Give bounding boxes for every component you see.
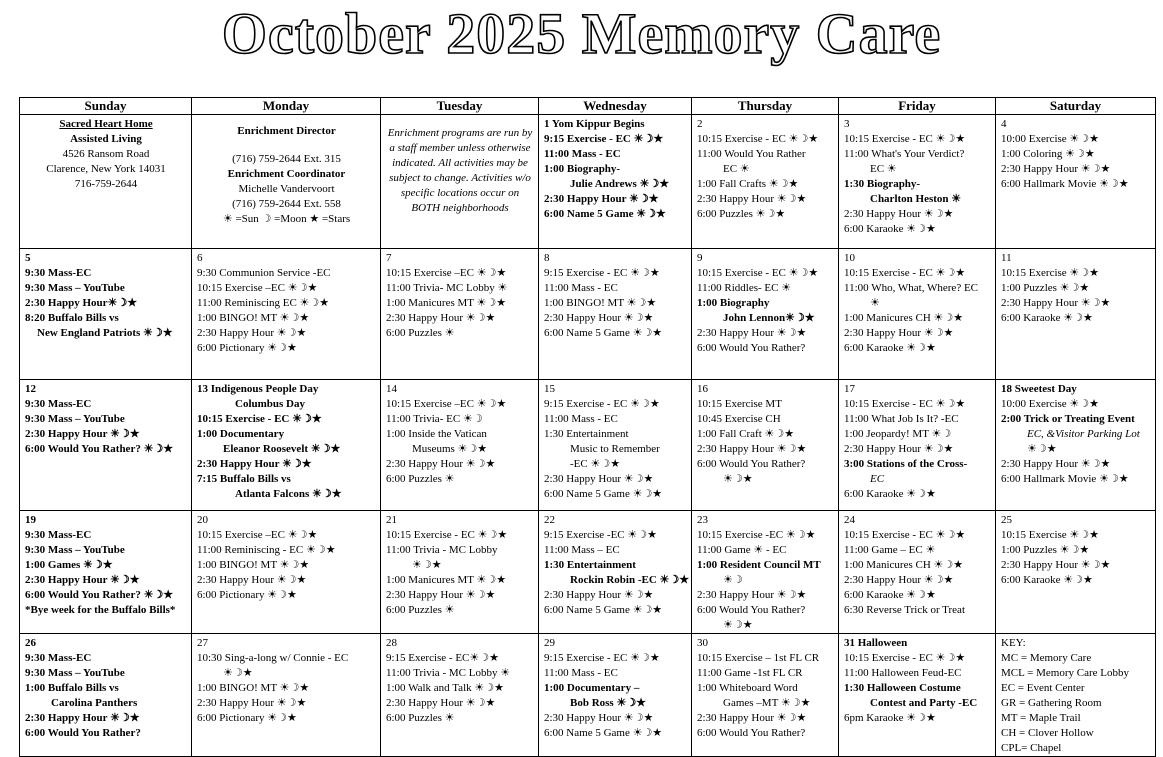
- activity: 2:30 Happy Hour ☀☽★: [844, 327, 954, 339]
- activity: 2:30 Happy Hour ☀☽★: [197, 574, 307, 586]
- activity: 9:30 Mass – YouTube: [25, 667, 125, 679]
- activity: 6:00 Karaoke ☀☽★: [844, 488, 936, 500]
- activity: 1:00 Documentary –: [544, 682, 640, 694]
- activity: EC: [870, 473, 885, 485]
- activity: 9:30 Mass – YouTube: [25, 544, 125, 556]
- activity: 9:30 Mass-EC: [25, 652, 92, 664]
- day-number: 22: [544, 514, 555, 526]
- key-entry: MT = Maple Trail: [1001, 712, 1081, 724]
- day-cell-27: [192, 634, 381, 757]
- day-number: 14: [386, 383, 397, 395]
- activity: 9:30 Mass-EC: [25, 267, 92, 279]
- activity: ☀: [870, 297, 880, 309]
- day-number: 12: [25, 383, 36, 395]
- activity: 9:15 Exercise - EC ☀☽★: [544, 267, 660, 279]
- day-number: 11: [1001, 252, 1012, 264]
- activity: 2:30 Happy Hour ☀☽★: [544, 193, 659, 205]
- activity: 2:30 Happy Hour ☀☽★: [844, 443, 954, 455]
- activity: 10:15 Exercise - EC ☀☽★: [697, 267, 819, 279]
- activity: 11:00 What Job Is It? -EC: [844, 413, 959, 425]
- activity: 10:15 Exercise - EC ☀☽★: [697, 133, 819, 145]
- key-entry: GR = Gathering Room: [1001, 697, 1102, 709]
- activity: 11:00 What's Your Verdict?: [844, 148, 965, 160]
- activity: Atlanta Falcons ☀☽★: [235, 488, 342, 500]
- home-phone: 716-759-2644: [74, 178, 138, 190]
- activity: 2:30 Happy Hour ☀☽★: [1001, 163, 1111, 175]
- weekday-thursday: Thursday: [692, 98, 839, 115]
- activity: 11:00 Mass - EC: [544, 282, 618, 294]
- activity: 10:15 Exercise - EC ☀☽★: [844, 529, 966, 541]
- activity: Music to Remember: [570, 443, 660, 455]
- activity: 1:30 Halloween Costume: [844, 682, 961, 694]
- activity: Museums ☀☽★: [412, 443, 488, 455]
- activity: 1:00 Games ☀☽★: [25, 559, 113, 571]
- day-number: 28: [386, 637, 397, 649]
- activity: John Lennon☀☽★: [723, 312, 815, 324]
- activity: 11:00 Trivia - MC Lobby ☀: [386, 667, 511, 679]
- week-row: [20, 380, 1156, 511]
- activity: 6:00 Puzzles ☀☽★: [697, 208, 786, 220]
- activity: Bob Ross ☀☽★: [570, 697, 647, 709]
- weekday-saturday: Saturday: [996, 98, 1156, 115]
- location-key-cell: [996, 634, 1156, 757]
- activity: 1:00 BINGO! MT ☀☽★: [197, 312, 310, 324]
- activity: 6:00 Name 5 Game ☀☽★: [544, 604, 663, 616]
- activity: 1:00 Inside the Vatican: [386, 428, 487, 440]
- day-cell-10: [839, 249, 996, 380]
- activity: 1:00 Manicures CH ☀☽★: [844, 559, 964, 571]
- day-number: 13 Indigenous People Day: [197, 383, 319, 395]
- activity: -EC ☀☽★: [570, 458, 621, 470]
- day-number: 9: [697, 252, 703, 264]
- director-phone: (716) 759-2644 Ext. 315: [232, 153, 341, 165]
- key-entry: CH = Clover Hollow: [1001, 727, 1094, 739]
- activity: 2:30 Happy Hour☀☽★: [25, 297, 138, 309]
- activity: ☀☽★: [412, 559, 442, 571]
- activity: 2:30 Happy Hour ☀☽★: [386, 312, 496, 324]
- activity: 2:30 Happy Hour ☀☽★: [844, 208, 954, 220]
- activity: 6:00 Pictionary ☀☽★: [197, 342, 297, 354]
- activity: Contest and Party -EC: [870, 697, 978, 709]
- day-cell-13: [192, 380, 381, 511]
- day-cell-25: [996, 511, 1156, 634]
- day-cell-28: [381, 634, 539, 757]
- week-row: [20, 249, 1156, 380]
- activity: 6:00 Would You Rather?: [697, 342, 806, 354]
- activity: 9:15 Exercise - EC☀☽★: [386, 652, 499, 664]
- activity: 1:00 Fall Craft ☀☽★: [697, 428, 795, 440]
- key-entry: MCL = Memory Care Lobby: [1001, 667, 1129, 679]
- activity: EC ☀: [723, 163, 750, 175]
- activity: 6:00 Name 5 Game ☀☽★: [544, 208, 666, 220]
- day-number: 18 Sweetest Day: [1001, 383, 1077, 395]
- activity: 6:00 Hallmark Movie ☀☽★: [1001, 473, 1129, 485]
- coordinator-title: Enrichment Coordinator: [227, 168, 346, 180]
- activity: 11:00 Game ☀ - EC: [697, 544, 787, 556]
- day-number: 8: [544, 252, 550, 264]
- activity: 1:00 Jeopardy! MT ☀☽: [844, 428, 952, 440]
- activity: 9:30 Mass – YouTube: [25, 413, 125, 425]
- activity: 6:00 Puzzles ☀: [386, 327, 455, 339]
- activity: 6:00 Would You Rather? ☀☽★: [25, 589, 174, 601]
- activity: 1:00 Walk and Talk ☀☽★: [386, 682, 504, 694]
- key-entry: EC = Event Center: [1001, 682, 1085, 694]
- activity: 6:00 Name 5 Game ☀☽★: [544, 488, 663, 500]
- activity: 1:30 Entertainment: [544, 428, 629, 440]
- day-cell-21: [381, 511, 539, 634]
- activity: Julie Andrews ☀☽★: [570, 178, 670, 190]
- day-cell-9: [692, 249, 839, 380]
- activity: 1:00 BINGO! MT ☀☽★: [544, 297, 657, 309]
- activity: New England Patriots ☀☽★: [37, 327, 173, 339]
- activity: 6:00 Would You Rather?: [697, 727, 806, 739]
- coordinator-phone: (716) 759-2644 Ext. 558: [232, 198, 341, 210]
- day-cell-22: [539, 511, 692, 634]
- activity: 1:00 Manicures MT ☀☽★: [386, 574, 507, 586]
- day-cell-6: [192, 249, 381, 380]
- home-type: Assisted Living: [70, 133, 142, 145]
- day-cell-3: [839, 115, 996, 249]
- activity: 11:00 Mass - EC: [544, 667, 618, 679]
- activity: 2:30 Happy Hour ☀☽★: [1001, 559, 1111, 571]
- activity: 1:00 Buffalo Bills vs: [25, 682, 119, 694]
- key-entry: CPL= Chapel: [1001, 742, 1062, 754]
- week-row: [20, 511, 1156, 634]
- activity: 11:00 Who, What, Where? EC: [844, 282, 979, 294]
- coordinator-name: Michelle Vandervoort: [238, 183, 335, 195]
- day-number: 23: [697, 514, 708, 526]
- day-cell-14: [381, 380, 539, 511]
- activity: *Bye week for the Buffalo Bills*: [25, 604, 176, 616]
- activity: 2:30 Happy Hour ☀☽★: [697, 712, 807, 724]
- activity: 1:00 Puzzles ☀☽★: [1001, 544, 1090, 556]
- activity: 10:15 Exercise -EC ☀☽★: [697, 529, 816, 541]
- activity: 10:30 Sing-a-long w/ Connie - EC: [197, 652, 349, 664]
- activity: 2:30 Happy Hour ☀☽★: [697, 327, 807, 339]
- activity: 11:00 Reminiscing EC ☀☽★: [197, 297, 330, 309]
- activity: 11:00 Riddles- EC ☀: [697, 282, 792, 294]
- day-cell-1: [539, 115, 692, 249]
- activity: 1:00 Whiteboard Word: [697, 682, 798, 694]
- activity: Games –MT ☀☽★: [723, 697, 811, 709]
- day-number: 4: [1001, 118, 1007, 130]
- activity: 9:30 Mass – YouTube: [25, 282, 125, 294]
- activity: 2:30 Happy Hour ☀☽★: [386, 589, 496, 601]
- day-number: 2: [697, 118, 703, 130]
- activity: 2:30 Happy Hour ☀☽★: [25, 574, 140, 586]
- staff-info-cell: [192, 115, 381, 249]
- activity: 8:20 Buffalo Bills vs: [25, 312, 119, 324]
- activity: 6:00 Karaoke ☀☽★: [844, 589, 936, 601]
- weekday-friday: Friday: [839, 98, 996, 115]
- activity: ☀☽: [723, 574, 743, 586]
- activity: 10:00 Exercise ☀☽★: [1001, 133, 1100, 145]
- activity: 1:00 Coloring ☀☽★: [1001, 148, 1095, 160]
- day-cell-11: [996, 249, 1156, 380]
- key-entry: MC = Memory Care: [1001, 652, 1092, 664]
- activity: 2:30 Happy Hour ☀☽★: [1001, 458, 1111, 470]
- activity: ☀☽★: [1027, 443, 1057, 455]
- activity: Rockin Robin -EC ☀☽★: [570, 574, 690, 586]
- home-address-line1: 4526 Ransom Road: [62, 148, 150, 160]
- activity: 6:00 Karaoke ☀☽★: [844, 342, 936, 354]
- activities-note: Enrichment programs are run by a staff member unless otherwise indicated. All activities may be subject to change. Activities w/o specific locations occur on BOTH neighborhoods: [387, 127, 533, 214]
- day-number: 16: [697, 383, 708, 395]
- activity: ☀☽★: [223, 667, 253, 679]
- weekday-monday: Monday: [192, 98, 381, 115]
- day-cell-7: [381, 249, 539, 380]
- activity: ☀☽★: [723, 619, 753, 631]
- activity: 9:15 Exercise -EC ☀☽★: [544, 529, 657, 541]
- week-row: [20, 634, 1156, 757]
- activity: 1:00 Documentary: [197, 428, 285, 440]
- home-address-line2: Clarence, New York 14031: [46, 163, 166, 175]
- day-number: 3: [844, 118, 850, 130]
- activity: 10:15 Exercise - EC ☀☽★: [844, 133, 966, 145]
- day-number: 15: [544, 383, 555, 395]
- day-cell-26: [20, 634, 192, 757]
- activity: 2:30 Happy Hour ☀☽★: [197, 458, 312, 470]
- calendar-title: October 2025 Memory Care: [221, 1, 942, 66]
- day-number: 29: [544, 637, 555, 649]
- day-cell-30: [692, 634, 839, 757]
- activity: 10:00 Exercise ☀☽★: [1001, 398, 1100, 410]
- activity: 9:15 Exercise - EC ☀☽★: [544, 652, 660, 664]
- activity: 1:00 Manicures MT ☀☽★: [386, 297, 507, 309]
- activity: 2:00 Trick or Treating Event: [1001, 413, 1135, 425]
- activity: 2:30 Happy Hour ☀☽★: [697, 443, 807, 455]
- activity: 9:30 Communion Service -EC: [197, 267, 331, 279]
- activity: 11:00 Trivia- EC ☀☽: [386, 413, 483, 425]
- day-cell-24: [839, 511, 996, 634]
- day-cell-2: [692, 115, 839, 249]
- day-number: 24: [844, 514, 855, 526]
- day-number: 6: [197, 252, 203, 264]
- activity: 10:15 Exercise –EC ☀☽★: [386, 267, 507, 279]
- day-number: 26: [25, 637, 36, 649]
- activity: EC ☀: [870, 163, 897, 175]
- activity: ☀☽★: [723, 473, 753, 485]
- activity: 3:00 Stations of the Cross-: [844, 458, 968, 470]
- activity: Charlton Heston ☀: [870, 193, 962, 205]
- weekday-sunday: Sunday: [20, 98, 192, 115]
- activity: 10:15 Exercise –EC ☀☽★: [386, 398, 507, 410]
- activity: 1:00 Biography-: [544, 163, 621, 175]
- activity: 10:15 Exercise - EC ☀☽★: [844, 398, 966, 410]
- day-cell-17: [839, 380, 996, 511]
- activity: 2:30 Happy Hour ☀☽★: [697, 589, 807, 601]
- weekday-wednesday: Wednesday: [539, 98, 692, 115]
- activity: 6:00 Would You Rather? ☀☽★: [25, 443, 174, 455]
- activity: 6:00 Would You Rather?: [697, 458, 806, 470]
- day-number: 20: [197, 514, 208, 526]
- day-number: 1 Yom Kippur Begins: [544, 118, 645, 130]
- day-cell-15: [539, 380, 692, 511]
- activity: 2:30 Happy Hour ☀☽★: [544, 312, 654, 324]
- activity: 10:15 Exercise - EC ☀☽★: [844, 652, 966, 664]
- activity: 11:00 Mass - EC: [544, 413, 618, 425]
- activity: 10:15 Exercise - EC ☀☽★: [844, 267, 966, 279]
- day-number: 5: [25, 252, 31, 264]
- activity: 1:00 Puzzles ☀☽★: [1001, 282, 1090, 294]
- activity: 11:00 Mass - EC: [544, 148, 621, 160]
- activity: 6:00 Name 5 Game ☀☽★: [544, 727, 663, 739]
- activity: 1:00 BINGO! MT ☀☽★: [197, 682, 310, 694]
- activity: 2:30 Happy Hour ☀☽★: [544, 589, 654, 601]
- activity: 2:30 Happy Hour ☀☽★: [844, 574, 954, 586]
- day-cell-4: [996, 115, 1156, 249]
- day-number: 10: [844, 252, 855, 264]
- activity: 1:00 Manicures CH ☀☽★: [844, 312, 964, 324]
- activity: 2:30 Happy Hour ☀☽★: [1001, 297, 1111, 309]
- week-row: [20, 115, 1156, 249]
- day-cell-8: [539, 249, 692, 380]
- activity: 6:00 Hallmark Movie ☀☽★: [1001, 178, 1129, 190]
- activity: 10:15 Exercise ☀☽★: [1001, 529, 1100, 541]
- activity: 11:00 Game -1st FL CR: [697, 667, 803, 679]
- activity: 9:30 Mass-EC: [25, 529, 92, 541]
- day-cell-19: [20, 511, 192, 634]
- calendar-table: [19, 97, 1156, 757]
- activity: 11:00 Halloween Feud-EC: [844, 667, 962, 679]
- day-cell-5: [20, 249, 192, 380]
- activity: Columbus Day: [235, 398, 305, 410]
- activity: 6:00 Karaoke ☀☽★: [1001, 574, 1093, 586]
- activity: 2:30 Happy Hour ☀☽★: [386, 697, 496, 709]
- activity: 1:00 Fall Crafts ☀☽★: [697, 178, 799, 190]
- activity: 11:00 Trivia - MC Lobby: [386, 544, 498, 556]
- day-number: 31 Halloween: [844, 637, 908, 649]
- home-info-cell: [20, 115, 192, 249]
- day-cell-12: [20, 380, 192, 511]
- activity: 6:00 Karaoke ☀☽★: [1001, 312, 1093, 324]
- day-number: 27: [197, 637, 208, 649]
- director-title: Enrichment Director: [237, 125, 336, 137]
- activity: 6:00 Puzzles ☀: [386, 712, 455, 724]
- symbol-legend: ☀ =Sun ☽ =Moon ★ =Stars: [222, 213, 351, 225]
- activity: 7:15 Buffalo Bills vs: [197, 473, 291, 485]
- activity: 6:00 Puzzles ☀: [386, 604, 455, 616]
- activity: 1:00 BINGO! MT ☀☽★: [197, 559, 310, 571]
- activity: 9:15 Exercise - EC ☀☽★: [544, 398, 660, 410]
- activity: 9:30 Mass-EC: [25, 398, 92, 410]
- activity: 2:30 Happy Hour ☀☽★: [197, 697, 307, 709]
- activity: 6:00 Would You Rather?: [25, 727, 141, 739]
- home-name: Sacred Heart Home: [59, 118, 153, 130]
- day-number: 25: [1001, 514, 1012, 526]
- activity: 11:00 Mass – EC: [544, 544, 620, 556]
- activity: 10:15 Exercise – 1st FL CR: [697, 652, 820, 664]
- activity: 2:30 Happy Hour ☀☽★: [197, 327, 307, 339]
- activity: 6:00 Pictionary ☀☽★: [197, 589, 297, 601]
- activity: Carolina Panthers: [51, 697, 138, 709]
- day-cell-29: [539, 634, 692, 757]
- day-cell-23: [692, 511, 839, 634]
- activity: 10:15 Exercise - EC ☀☽★: [386, 529, 508, 541]
- activity: 10:15 Exercise - EC ☀☽★: [197, 413, 322, 425]
- activity: 11:00 Would You Rather: [697, 148, 806, 160]
- day-number: 7: [386, 252, 392, 264]
- activity: 10:15 Exercise ☀☽★: [1001, 267, 1100, 279]
- activity: 10:15 Exercise –EC ☀☽★: [197, 282, 318, 294]
- day-number: 21: [386, 514, 397, 526]
- day-number: 30: [697, 637, 708, 649]
- activity: 6:00 Karaoke ☀☽★: [844, 223, 936, 235]
- activity: Eleanor Roosevelt ☀☽★: [223, 443, 341, 455]
- activity: 11:00 Game – EC ☀: [844, 544, 936, 556]
- activities-note-cell: [381, 115, 539, 249]
- day-number: 17: [844, 383, 855, 395]
- activity: 2:30 Happy Hour ☀☽★: [697, 193, 807, 205]
- activity: 11:00 Trivia- MC Lobby ☀: [386, 282, 508, 294]
- activity: 1:00 Resident Council MT: [697, 559, 821, 571]
- activity: 6:00 Name 5 Game ☀☽★: [544, 327, 663, 339]
- activity: 2:30 Happy Hour ☀☽★: [544, 712, 654, 724]
- activity: 11:00 Reminiscing - EC ☀☽★: [197, 544, 336, 556]
- activity: 1:30 Entertainment: [544, 559, 636, 571]
- weekday-tuesday: Tuesday: [381, 98, 539, 115]
- activity: 6pm Karaoke ☀☽★: [844, 712, 936, 724]
- activity: 9:15 Exercise - EC ☀☽★: [544, 133, 664, 145]
- activity: 2:30 Happy Hour ☀☽★: [25, 712, 140, 724]
- day-cell-18: [996, 380, 1156, 511]
- activity: 2:30 Happy Hour ☀☽★: [25, 428, 140, 440]
- key-title: KEY:: [1001, 637, 1026, 649]
- activity: 6:00 Would You Rather?: [697, 604, 806, 616]
- activity: 2:30 Happy Hour ☀☽★: [544, 473, 654, 485]
- weekday-header-row: [20, 98, 1156, 115]
- activity: 6:00 Puzzles ☀: [386, 473, 455, 485]
- activity: 10:45 Exercise CH: [697, 413, 781, 425]
- activity: 10:15 Exercise –EC ☀☽★: [197, 529, 318, 541]
- activity: 6:30 Reverse Trick or Treat: [844, 604, 965, 616]
- activity: EC, &Visitor Parking Lot: [1027, 428, 1140, 440]
- activity: 2:30 Happy Hour ☀☽★: [386, 458, 496, 470]
- activity: 6:00 Pictionary ☀☽★: [197, 712, 297, 724]
- day-cell-16: [692, 380, 839, 511]
- day-cell-20: [192, 511, 381, 634]
- day-cell-31: [839, 634, 996, 757]
- activity: 1:30 Biography-: [844, 178, 921, 190]
- activity: 10:15 Exercise MT: [697, 398, 782, 410]
- day-number: 19: [25, 514, 36, 526]
- activity: 1:00 Biography: [697, 297, 770, 309]
